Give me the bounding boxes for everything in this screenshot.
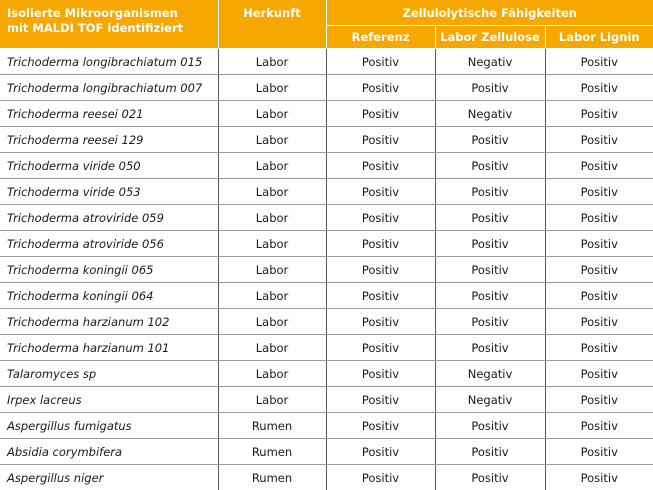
- table-row: [0, 361, 653, 387]
- cell-origin: Labor: [218, 309, 326, 335]
- cell-labor-lignin: Positiv: [545, 335, 653, 361]
- cell-origin: Labor: [218, 153, 326, 179]
- table-row: [0, 413, 653, 439]
- cell-referenz: Positiv: [326, 335, 435, 361]
- cell-organism: Absidia corymbifera: [0, 439, 218, 465]
- cell-referenz: Positiv: [326, 387, 435, 413]
- header-organism-line1: Isolierte Mikroorganismen: [7, 6, 178, 20]
- cell-labor-zellulose: Positiv: [435, 179, 545, 205]
- cell-organism: Trichoderma harzianum 102: [0, 309, 218, 335]
- cell-referenz: Positiv: [326, 153, 435, 179]
- cell-referenz: Positiv: [326, 101, 435, 127]
- table-body: [0, 49, 653, 490]
- cell-labor-zellulose: Positiv: [435, 153, 545, 179]
- table-row: [0, 309, 653, 335]
- cell-labor-zellulose: Positiv: [435, 257, 545, 283]
- cell-labor-lignin: Positiv: [545, 49, 653, 75]
- cell-labor-zellulose: Positiv: [435, 309, 545, 335]
- cell-organism: Trichoderma viride 053: [0, 179, 218, 205]
- cell-labor-zellulose: Positiv: [435, 205, 545, 231]
- header-labor-zellulose: Labor Zellulose: [435, 26, 545, 49]
- header-cellulolytic-group: Zellulolytische Fähigkeiten: [326, 0, 653, 26]
- table-row: [0, 231, 653, 257]
- cell-origin: Labor: [218, 179, 326, 205]
- table-header: [0, 0, 653, 49]
- cell-origin: Labor: [218, 387, 326, 413]
- cell-origin: Labor: [218, 205, 326, 231]
- table-row: [0, 153, 653, 179]
- table-row: [0, 283, 653, 309]
- cell-labor-lignin: Positiv: [545, 439, 653, 465]
- header-referenz: Referenz: [326, 26, 435, 49]
- cell-labor-lignin: Positiv: [545, 309, 653, 335]
- table-row: [0, 75, 653, 101]
- cell-labor-zellulose: Positiv: [435, 127, 545, 153]
- cell-referenz: Positiv: [326, 361, 435, 387]
- cell-labor-lignin: Positiv: [545, 465, 653, 490]
- cell-origin: Labor: [218, 49, 326, 75]
- cell-labor-lignin: Positiv: [545, 283, 653, 309]
- table-row: [0, 179, 653, 205]
- table-row: [0, 387, 653, 413]
- cell-origin: Labor: [218, 127, 326, 153]
- cell-referenz: Positiv: [326, 231, 435, 257]
- table-row: [0, 257, 653, 283]
- cell-labor-zellulose: Negativ: [435, 49, 545, 75]
- cell-referenz: Positiv: [326, 127, 435, 153]
- cell-origin: Rumen: [218, 465, 326, 490]
- header-organism: [0, 0, 218, 49]
- cell-organism: Trichoderma koningii 065: [0, 257, 218, 283]
- cell-origin: Labor: [218, 335, 326, 361]
- table-row: [0, 465, 653, 490]
- cell-origin: Rumen: [218, 439, 326, 465]
- cell-referenz: Positiv: [326, 283, 435, 309]
- cell-labor-lignin: Positiv: [545, 361, 653, 387]
- cell-organism: Trichoderma atroviride 059: [0, 205, 218, 231]
- cell-labor-zellulose: Positiv: [435, 413, 545, 439]
- cell-organism: Aspergillus niger: [0, 465, 218, 490]
- cell-referenz: Positiv: [326, 179, 435, 205]
- cell-labor-lignin: Positiv: [545, 231, 653, 257]
- header-labor-lignin: Labor Lignin: [545, 26, 653, 49]
- table-row: [0, 127, 653, 153]
- cell-organism: Trichoderma longibrachiatum 007: [0, 75, 218, 101]
- table-row: [0, 101, 653, 127]
- cell-referenz: Positiv: [326, 257, 435, 283]
- header-row-top: [0, 0, 653, 26]
- cell-organism: Trichoderma longibrachiatum 015: [0, 49, 218, 75]
- cell-labor-lignin: Positiv: [545, 413, 653, 439]
- cell-labor-lignin: Positiv: [545, 153, 653, 179]
- cell-organism: Trichoderma reesei 021: [0, 101, 218, 127]
- cell-labor-lignin: Positiv: [545, 205, 653, 231]
- cell-origin: Labor: [218, 361, 326, 387]
- cell-referenz: Positiv: [326, 465, 435, 490]
- header-organism-line2: mit MALDI TOF identifiziert: [7, 21, 183, 35]
- cell-labor-zellulose: Positiv: [435, 335, 545, 361]
- cell-labor-lignin: Positiv: [545, 387, 653, 413]
- table-row: [0, 49, 653, 75]
- cell-referenz: Positiv: [326, 49, 435, 75]
- cell-origin: Labor: [218, 283, 326, 309]
- cell-labor-lignin: Positiv: [545, 179, 653, 205]
- table-row: [0, 335, 653, 361]
- cell-labor-zellulose: Positiv: [435, 465, 545, 490]
- header-origin: Herkunft: [218, 0, 326, 49]
- cell-origin: Labor: [218, 101, 326, 127]
- cell-labor-zellulose: Positiv: [435, 283, 545, 309]
- cell-organism: Aspergillus fumigatus: [0, 413, 218, 439]
- cell-referenz: Positiv: [326, 309, 435, 335]
- cell-referenz: Positiv: [326, 205, 435, 231]
- cell-referenz: Positiv: [326, 413, 435, 439]
- cell-origin: Labor: [218, 75, 326, 101]
- cell-labor-zellulose: Negativ: [435, 361, 545, 387]
- cell-labor-zellulose: Negativ: [435, 101, 545, 127]
- cell-referenz: Positiv: [326, 439, 435, 465]
- cell-origin: Labor: [218, 231, 326, 257]
- cell-labor-lignin: Positiv: [545, 257, 653, 283]
- cell-labor-lignin: Positiv: [545, 127, 653, 153]
- cell-organism: Trichoderma reesei 129: [0, 127, 218, 153]
- cell-organism: Irpex lacreus: [0, 387, 218, 413]
- cell-organism: Talaromyces sp: [0, 361, 218, 387]
- cell-referenz: Positiv: [326, 75, 435, 101]
- cell-labor-zellulose: Positiv: [435, 439, 545, 465]
- table-row: [0, 205, 653, 231]
- cell-labor-lignin: Positiv: [545, 101, 653, 127]
- cell-labor-lignin: Positiv: [545, 75, 653, 101]
- table-row: [0, 439, 653, 465]
- cell-origin: Labor: [218, 257, 326, 283]
- cell-labor-zellulose: Positiv: [435, 231, 545, 257]
- cell-labor-zellulose: Negativ: [435, 387, 545, 413]
- cell-organism: Trichoderma harzianum 101: [0, 335, 218, 361]
- cell-origin: Rumen: [218, 413, 326, 439]
- cell-organism: Trichoderma viride 050: [0, 153, 218, 179]
- cell-organism: Trichoderma koningii 064: [0, 283, 218, 309]
- cell-labor-zellulose: Positiv: [435, 75, 545, 101]
- cell-organism: Trichoderma atroviride 056: [0, 231, 218, 257]
